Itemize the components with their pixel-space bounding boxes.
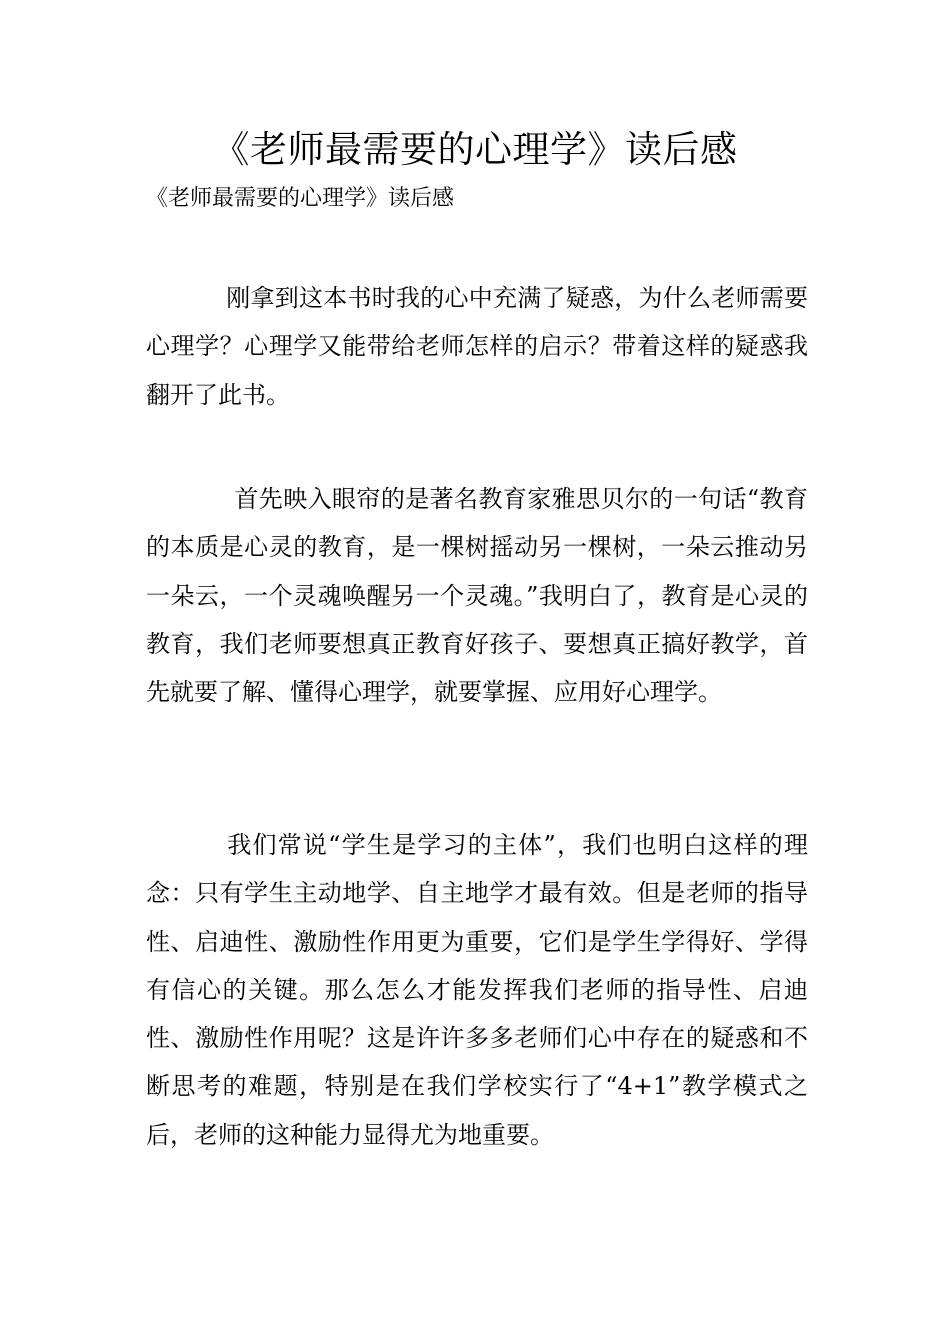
paragraph-3-text: 我们常说“学生是学习的主体”，我们也明白这样的理念：只有学生主动地学、自主地学才最有效。但是老师的指导性、启迪性、激励性作用更为重要，它们是学生学得好、学得有信心的关键。那么怎么才能发挥我们老师的指导性、启迪性、激励性作用呢？这是许许多多老师们心中存在的疑惑和不断思考的难题，特别是在我们学校实行了“4+1”教学模式之后，老师的这种能力显得尤为地重要。 bbox=[146, 831, 808, 1149]
paragraph-2 bbox=[146, 475, 808, 716]
paragraph-1 bbox=[146, 274, 808, 419]
document-subtitle: 《老师最需要的心理学》读后感 bbox=[146, 186, 455, 211]
document-title: 《老师最需要的心理学》读后感 bbox=[212, 128, 738, 171]
paragraph-2-text: 首先映入眼帘的是著名教育家雅思贝尔的一句话“教育的本质是心灵的教育，是一棵树摇动另一棵树，一朵云推动另一朵云，一个灵魂唤醒另一个灵魂。”我明白了，教育是心灵的教育，我们老师要想真正教育好孩子、要想真正搞好教学，首先就要了解、懂得心理学，就要掌握、应用好心理学。 bbox=[146, 485, 808, 707]
paragraph-3 bbox=[146, 821, 808, 1159]
paragraph-1-text: 刚拿到这本书时我的心中充满了疑惑，为什么老师需要心理学？心理学又能带给老师怎样的启示？带着这样的疑惑我翻开了此书。 bbox=[146, 284, 808, 409]
